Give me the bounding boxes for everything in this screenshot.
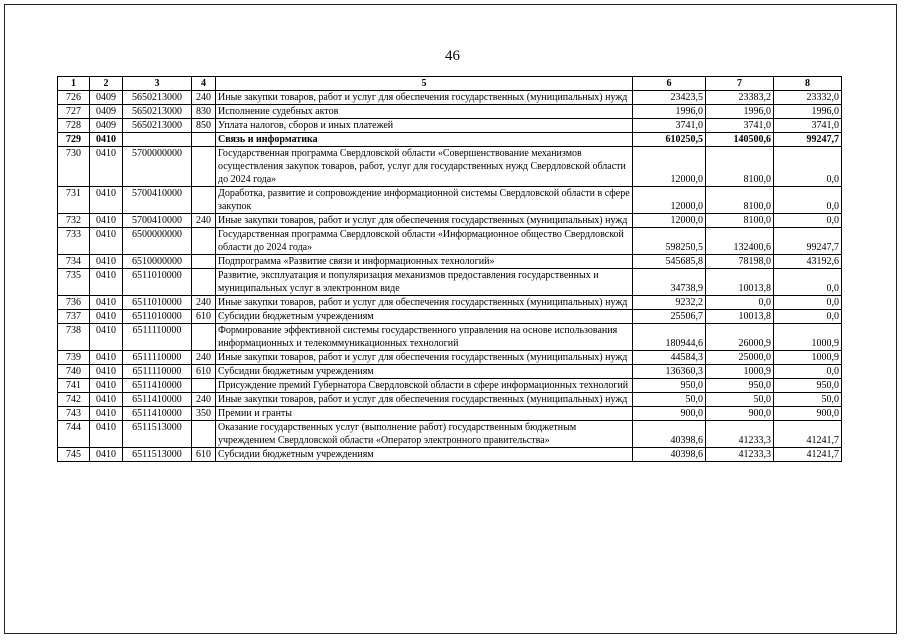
table-row (58, 147, 842, 187)
amount-col7-cell: 25000,0 (706, 351, 774, 365)
item-name-cell: Государственная программа Свердловской области «Совершенствование механизмов осуществления закупок товаров, работ, услуг для государственных нужд Свердловской области до 2024 года» (216, 147, 633, 187)
amount-col8-cell: 41241,7 (774, 448, 842, 462)
amount-col8-cell: 0,0 (774, 214, 842, 228)
item-name-cell: Доработка, развитие и сопровождение информационной системы Свердловской области в сфере закупок (216, 187, 633, 214)
row-number-cell: 732 (58, 214, 90, 228)
row-number-cell: 730 (58, 147, 90, 187)
expense-type-cell: 610 (192, 448, 216, 462)
row-number-cell: 740 (58, 365, 90, 379)
expense-type-cell (192, 187, 216, 214)
amount-col7-cell: 950,0 (706, 379, 774, 393)
amount-col8-cell: 950,0 (774, 379, 842, 393)
target-article-cell (123, 133, 192, 147)
expense-type-cell (192, 133, 216, 147)
item-name-cell: Премии и гранты (216, 407, 633, 421)
amount-col6-cell: 545685,8 (633, 255, 706, 269)
amount-col7-cell: 78198,0 (706, 255, 774, 269)
table-row (58, 448, 842, 462)
table-row (58, 324, 842, 351)
section-code-cell: 0410 (90, 255, 123, 269)
section-code-cell: 0410 (90, 147, 123, 187)
amount-col7-cell: 50,0 (706, 393, 774, 407)
table-row (58, 365, 842, 379)
section-code-cell: 0410 (90, 365, 123, 379)
column-header: 3 (123, 77, 192, 91)
table-body (58, 91, 842, 462)
item-name-cell: Формирование эффективной системы государственного управления на основе использования информационных и телекоммуникационных технологий (216, 324, 633, 351)
row-number-cell: 734 (58, 255, 90, 269)
table-row (58, 393, 842, 407)
amount-col7-cell: 8100,0 (706, 187, 774, 214)
section-code-cell: 0410 (90, 407, 123, 421)
amount-col7-cell: 23383,2 (706, 91, 774, 105)
amount-col8-cell: 900,0 (774, 407, 842, 421)
target-article-cell: 6511110000 (123, 324, 192, 351)
target-article-cell: 6511410000 (123, 407, 192, 421)
amount-col7-cell: 10013,8 (706, 269, 774, 296)
amount-col7-cell: 0,0 (706, 296, 774, 310)
column-header: 5 (216, 77, 633, 91)
item-name-cell: Оказание государственных услуг (выполнение работ) государственным бюджетным учреждением Свердловской области «Оператор электронного правительства» (216, 421, 633, 448)
target-article-cell: 5700410000 (123, 214, 192, 228)
amount-col8-cell: 43192,6 (774, 255, 842, 269)
expense-type-cell: 240 (192, 214, 216, 228)
target-article-cell: 6511010000 (123, 269, 192, 296)
amount-col6-cell: 50,0 (633, 393, 706, 407)
item-name-cell: Иные закупки товаров, работ и услуг для обеспечения государственных (муниципальных) нужд (216, 393, 633, 407)
amount-col8-cell: 1996,0 (774, 105, 842, 119)
row-number-cell: 736 (58, 296, 90, 310)
target-article-cell: 6511513000 (123, 448, 192, 462)
table-row (58, 187, 842, 214)
table-row (58, 310, 842, 324)
section-code-cell: 0410 (90, 310, 123, 324)
item-name-cell: Государственная программа Свердловской области «Информационное общество Свердловской области до 2024 года» (216, 228, 633, 255)
amount-col7-cell: 140500,6 (706, 133, 774, 147)
expense-type-cell: 610 (192, 310, 216, 324)
amount-col8-cell: 3741,0 (774, 119, 842, 133)
amount-col6-cell: 12000,0 (633, 187, 706, 214)
section-code-cell: 0410 (90, 269, 123, 296)
section-code-cell: 0410 (90, 228, 123, 255)
amount-col7-cell: 1996,0 (706, 105, 774, 119)
row-number-cell: 726 (58, 91, 90, 105)
expense-type-cell: 240 (192, 296, 216, 310)
amount-col6-cell: 950,0 (633, 379, 706, 393)
table-row (58, 91, 842, 105)
target-article-cell: 5650213000 (123, 91, 192, 105)
amount-col8-cell: 23332,0 (774, 91, 842, 105)
amount-col6-cell: 180944,6 (633, 324, 706, 351)
expense-type-cell: 240 (192, 351, 216, 365)
expense-type-cell: 850 (192, 119, 216, 133)
amount-col6-cell: 598250,5 (633, 228, 706, 255)
row-number-cell: 741 (58, 379, 90, 393)
item-name-cell: Исполнение судебных актов (216, 105, 633, 119)
item-name-cell: Субсидии бюджетным учреждениям (216, 365, 633, 379)
item-name-cell: Присуждение премий Губернатора Свердловской области в сфере информационных технологий (216, 379, 633, 393)
amount-col8-cell: 50,0 (774, 393, 842, 407)
amount-col6-cell: 12000,0 (633, 147, 706, 187)
section-code-cell: 0409 (90, 119, 123, 133)
item-name-cell: Развитие, эксплуатация и популяризация механизмов предоставления государственных и муниципальных услуг в электронном виде (216, 269, 633, 296)
section-code-cell: 0409 (90, 91, 123, 105)
target-article-cell: 6511410000 (123, 393, 192, 407)
section-code-cell: 0410 (90, 393, 123, 407)
table-row (58, 228, 842, 255)
amount-col6-cell: 12000,0 (633, 214, 706, 228)
target-article-cell: 5650213000 (123, 119, 192, 133)
row-number-cell: 738 (58, 324, 90, 351)
column-header: 1 (58, 77, 90, 91)
column-header: 2 (90, 77, 123, 91)
table-row (58, 379, 842, 393)
amount-col7-cell: 41233,3 (706, 421, 774, 448)
table-row (58, 119, 842, 133)
target-article-cell: 6511410000 (123, 379, 192, 393)
column-header: 8 (774, 77, 842, 91)
item-name-cell: Иные закупки товаров, работ и услуг для обеспечения государственных (муниципальных) нужд (216, 296, 633, 310)
page-number: 46 (445, 48, 460, 64)
amount-col7-cell: 26000,9 (706, 324, 774, 351)
amount-col7-cell: 132400,6 (706, 228, 774, 255)
amount-col8-cell: 0,0 (774, 269, 842, 296)
amount-col8-cell: 41241,7 (774, 421, 842, 448)
amount-col6-cell: 34738,9 (633, 269, 706, 296)
expense-type-cell (192, 228, 216, 255)
row-number-cell: 743 (58, 407, 90, 421)
amount-col6-cell: 40398,6 (633, 448, 706, 462)
expense-type-cell (192, 421, 216, 448)
expense-type-cell: 350 (192, 407, 216, 421)
target-article-cell: 6510000000 (123, 255, 192, 269)
expense-type-cell: 240 (192, 393, 216, 407)
amount-col7-cell: 41233,3 (706, 448, 774, 462)
section-code-cell: 0410 (90, 187, 123, 214)
row-number-cell: 737 (58, 310, 90, 324)
table-row (58, 407, 842, 421)
item-name-cell: Иные закупки товаров, работ и услуг для обеспечения государственных (муниципальных) нужд (216, 91, 633, 105)
row-number-cell: 744 (58, 421, 90, 448)
amount-col8-cell: 99247,7 (774, 133, 842, 147)
amount-col6-cell: 3741,0 (633, 119, 706, 133)
column-header: 6 (633, 77, 706, 91)
amount-col8-cell: 0,0 (774, 296, 842, 310)
section-code-cell: 0410 (90, 448, 123, 462)
amount-col7-cell: 3741,0 (706, 119, 774, 133)
amount-col7-cell: 10013,8 (706, 310, 774, 324)
target-article-cell: 6511110000 (123, 365, 192, 379)
target-article-cell: 6511110000 (123, 351, 192, 365)
amount-col6-cell: 25506,7 (633, 310, 706, 324)
target-article-cell: 5700000000 (123, 147, 192, 187)
amount-col6-cell: 900,0 (633, 407, 706, 421)
target-article-cell: 5700410000 (123, 187, 192, 214)
amount-col7-cell: 900,0 (706, 407, 774, 421)
target-article-cell: 6511010000 (123, 310, 192, 324)
amount-col8-cell: 1000,9 (774, 324, 842, 351)
table-row (58, 214, 842, 228)
row-number-cell: 729 (58, 133, 90, 147)
item-name-cell: Субсидии бюджетным учреждениям (216, 310, 633, 324)
amount-col6-cell: 44584,3 (633, 351, 706, 365)
target-article-cell: 6500000000 (123, 228, 192, 255)
section-code-cell: 0410 (90, 351, 123, 365)
amount-col8-cell: 1000,9 (774, 351, 842, 365)
item-name-cell: Уплата налогов, сборов и иных платежей (216, 119, 633, 133)
target-article-cell: 6511513000 (123, 421, 192, 448)
expense-type-cell (192, 379, 216, 393)
section-code-cell: 0409 (90, 105, 123, 119)
table-row (58, 421, 842, 448)
target-article-cell: 5650213000 (123, 105, 192, 119)
amount-col7-cell: 8100,0 (706, 147, 774, 187)
row-number-cell: 728 (58, 119, 90, 133)
table-row (58, 296, 842, 310)
item-name-cell: Связь и информатика (216, 133, 633, 147)
row-number-cell: 735 (58, 269, 90, 296)
amount-col6-cell: 610250,5 (633, 133, 706, 147)
section-code-cell: 0410 (90, 133, 123, 147)
section-code-cell: 0410 (90, 324, 123, 351)
section-code-cell: 0410 (90, 379, 123, 393)
table-row (58, 105, 842, 119)
table-header-row (58, 77, 842, 91)
section-code-cell: 0410 (90, 296, 123, 310)
amount-col8-cell: 0,0 (774, 310, 842, 324)
amount-col8-cell: 0,0 (774, 187, 842, 214)
expense-type-cell: 830 (192, 105, 216, 119)
expense-type-cell (192, 255, 216, 269)
budget-table (57, 76, 842, 462)
table-row (58, 255, 842, 269)
amount-col6-cell: 1996,0 (633, 105, 706, 119)
expense-type-cell (192, 147, 216, 187)
row-number-cell: 739 (58, 351, 90, 365)
amount-col7-cell: 1000,9 (706, 365, 774, 379)
amount-col7-cell: 8100,0 (706, 214, 774, 228)
item-name-cell: Иные закупки товаров, работ и услуг для обеспечения государственных (муниципальных) нужд (216, 351, 633, 365)
amount-col8-cell: 99247,7 (774, 228, 842, 255)
amount-col6-cell: 23423,5 (633, 91, 706, 105)
expense-type-cell: 610 (192, 365, 216, 379)
section-code-cell: 0410 (90, 214, 123, 228)
column-header: 4 (192, 77, 216, 91)
expense-type-cell: 240 (192, 91, 216, 105)
table-row (58, 269, 842, 296)
expense-type-cell (192, 269, 216, 296)
target-article-cell: 6511010000 (123, 296, 192, 310)
amount-col6-cell: 9232,2 (633, 296, 706, 310)
item-name-cell: Субсидии бюджетным учреждениям (216, 448, 633, 462)
amount-col6-cell: 40398,6 (633, 421, 706, 448)
column-header: 7 (706, 77, 774, 91)
item-name-cell: Иные закупки товаров, работ и услуг для обеспечения государственных (муниципальных) нужд (216, 214, 633, 228)
item-name-cell: Подпрограмма «Развитие связи и информационных технологий» (216, 255, 633, 269)
table-row (58, 133, 842, 147)
expense-type-cell (192, 324, 216, 351)
amount-col6-cell: 136360,3 (633, 365, 706, 379)
row-number-cell: 731 (58, 187, 90, 214)
section-code-cell: 0410 (90, 421, 123, 448)
row-number-cell: 727 (58, 105, 90, 119)
table-row (58, 351, 842, 365)
row-number-cell: 733 (58, 228, 90, 255)
amount-col8-cell: 0,0 (774, 365, 842, 379)
amount-col8-cell: 0,0 (774, 147, 842, 187)
row-number-cell: 742 (58, 393, 90, 407)
row-number-cell: 745 (58, 448, 90, 462)
